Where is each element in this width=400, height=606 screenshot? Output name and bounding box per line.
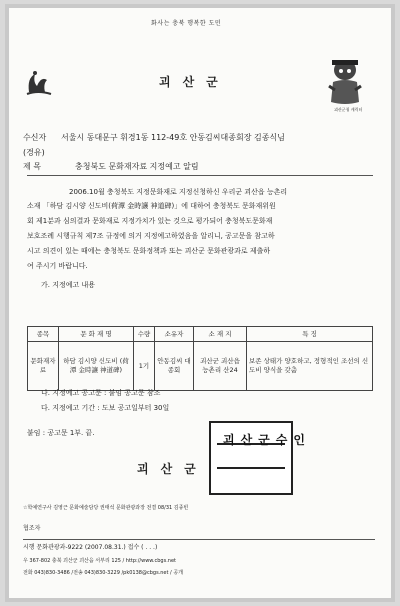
recipient-label: 수신자	[23, 133, 47, 142]
document-page	[9, 8, 391, 598]
table-header-cell: 소유자	[155, 327, 194, 342]
contact-line: 전화 043)830-3486 /전송 043)830-3229 /pk0138@cbgs.net / 공개	[23, 570, 183, 576]
subject-label: 제 목	[23, 162, 41, 171]
table-row	[28, 342, 373, 391]
attachment-line: 붙임 : 공고문 1부. 끝.	[27, 429, 95, 437]
item-na: 나. 지정예고 공고문 : 붙임 공고문 참조	[41, 389, 161, 397]
coop-label: 협조자	[23, 525, 41, 532]
table-header-cell: 수량	[134, 327, 155, 342]
item-ga: 가. 지정예고 내용	[41, 281, 96, 289]
table-header-cell: 문 화 재 명	[59, 327, 134, 342]
via-label: (경유)	[23, 148, 45, 157]
mascot-icon	[325, 56, 365, 108]
body-line: 보호조례 시행규칙 제7조 규정에 의거 지정예고하였음을 알리니, 공고문을 참고하	[27, 232, 275, 240]
recipient-value: 서울시 동대문구 휘경1동 112-49호 안동김씨대종회장 김종식님	[61, 133, 285, 142]
table-header-cell: 소 재 지	[194, 327, 247, 342]
table-header-cell: 특 징	[247, 327, 373, 342]
table-cell: 괴산군 괴산읍 능촌리 산24	[194, 342, 247, 391]
approval-line: ☆학예연구사 김영근 문화예술담당 권태석 문화관광과장 전결 08/31 김종빈	[23, 505, 189, 511]
table-cell: 문화재자료	[28, 342, 59, 391]
issuer-name: 괴산군	[137, 462, 208, 476]
subject-value: 충청북도 문화재자료 지정예고 알림	[75, 162, 199, 171]
header-slogan: 화사는 충북 행복한 도민	[151, 20, 222, 27]
footer-divider	[23, 539, 375, 540]
table-cell: 1기	[134, 342, 155, 391]
item-da: 다. 지정예고 기간 : 도보 공고일부터 30일	[41, 404, 170, 412]
enforce-line: 시행 문화관광과-9222 (2007.08.31.) 접수 ( . . .)	[23, 544, 158, 551]
subject-divider	[27, 175, 373, 176]
document-frame	[5, 4, 395, 602]
table-header-cell: 종목	[28, 327, 59, 342]
address-line: 우 367-802 충북 괴산군 괴산읍 서부리 125 / http://www.cbgs.net	[23, 558, 177, 564]
body-line: 시고 의견이 있는 때에는 충청북도 문화정책과 또는 괴산군 문화관광과로 제출하	[27, 247, 271, 255]
page-title: 괴산군	[159, 75, 230, 89]
body-line: 회 제1분과 심의결과 문화재로 지정가치가 있는 것으로 평가되어 충청북도문화재	[27, 217, 273, 225]
table-cell: 하담 김시양 신도비 (荷潭 金時讓 神道碑)	[59, 342, 134, 391]
goesan-logo-icon	[23, 68, 53, 98]
table-header-row	[28, 327, 373, 342]
table-cell: 안동김씨 대종회	[155, 342, 194, 391]
table-cell: 보존 상태가 양호하고, 정형적인 조선의 신도비 양식을 갖춤	[247, 342, 373, 391]
designation-table	[27, 326, 373, 391]
body-line: 소재 「하담 김시양 신도비(荷潭 金時讓 神道碑)」에 대하여 충청북도 문화재위원	[27, 202, 276, 210]
seal-text: 괴산군수인	[223, 433, 311, 447]
body-line: 여 주시기 바랍니다.	[27, 262, 88, 270]
body-line: 2006.10월 충청북도 지정문화재로 지정신청하신 우리군 괴산읍 능촌리	[69, 188, 288, 196]
mascot-caption: 괴산군청 캐릭터	[334, 107, 363, 112]
